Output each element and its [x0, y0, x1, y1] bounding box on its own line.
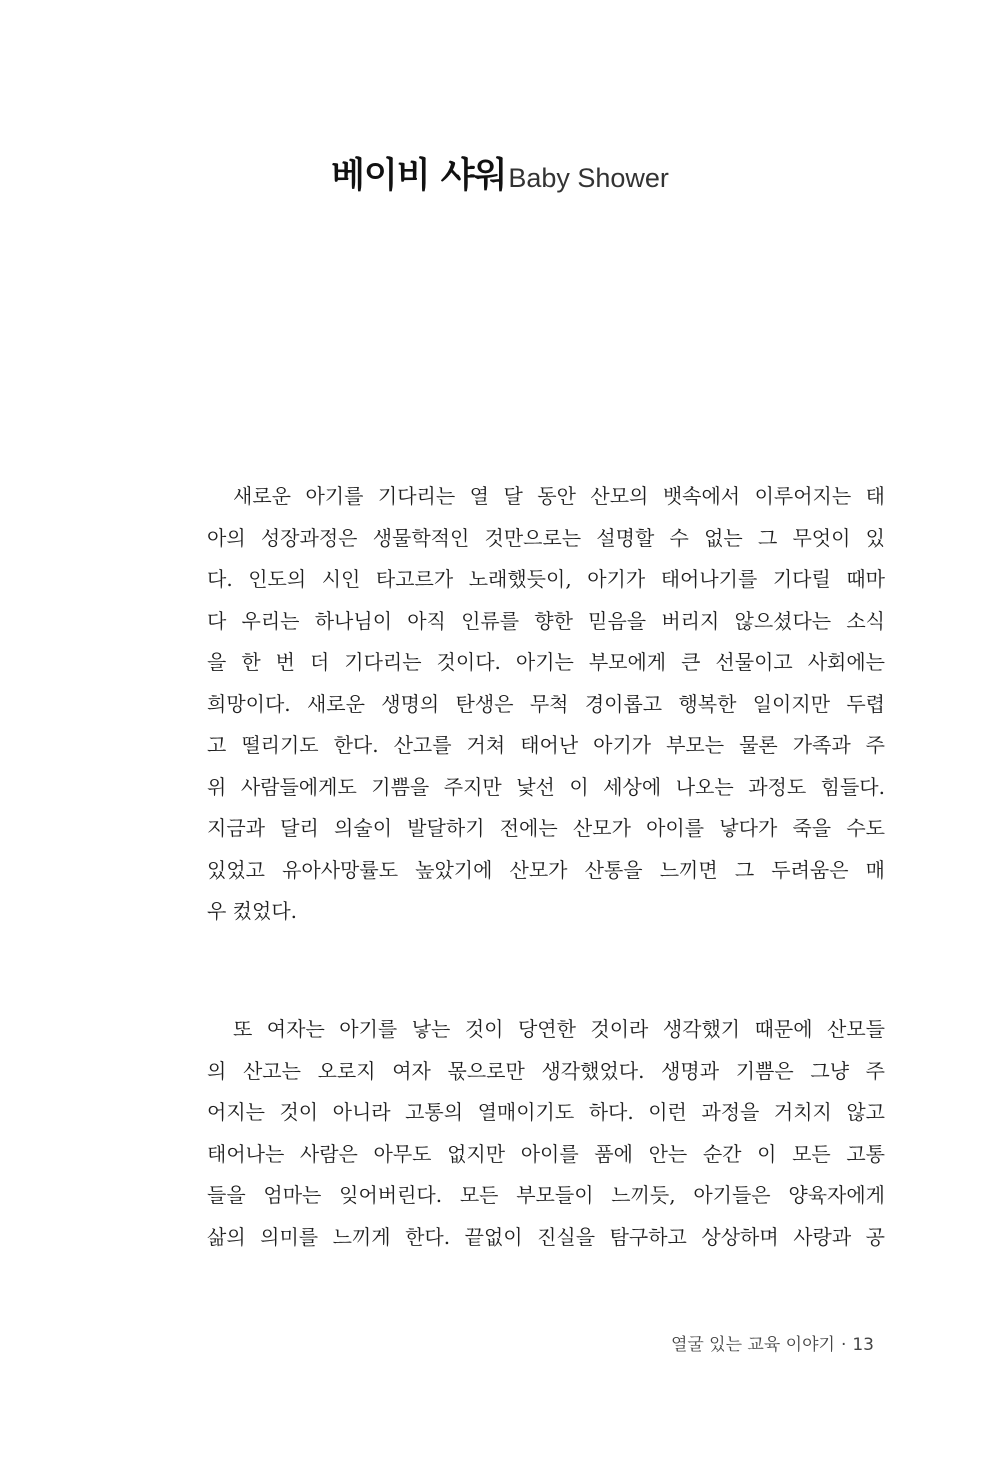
- text-line: 있었고 유아사망률도 높았기에 산모가 산통을 느끼면 그 두려움은 매: [207, 857, 885, 882]
- page-title: [0, 148, 1000, 198]
- text-line: 새로운 아기를 기다리는 열 달 동안 산모의 뱃속에서 이루어지는 태: [233, 484, 885, 508]
- footer-separator: ·: [840, 1335, 847, 1355]
- paragraph-1: [207, 476, 885, 933]
- text-line: 어지는 것이 아니라 고통의 열매이기도 하다. 이런 과정을 거치지 않고: [207, 1100, 885, 1124]
- text-line: 의 산고는 오로지 여자 몫으로만 생각했었다. 생명과 기쁨은 그냥 주: [207, 1058, 885, 1083]
- running-title: 열굴 있는 교육 이야기: [670, 1335, 835, 1355]
- text-line: 을 한 번 더 기다리는 것이다. 아기는 부모에게 큰 선물이고 사회에는: [207, 650, 885, 674]
- text-line: 위 사람들에게도 기쁨을 주지만 낯선 이 세상에 나오는 과정도 힘들다.: [207, 774, 885, 799]
- page-number: 13: [852, 1335, 874, 1355]
- title-english: Baby Shower: [508, 163, 669, 193]
- text-line: 다 우리는 하나님이 아직 인류를 향한 믿음을 버리지 않으셨다는 소식: [207, 608, 885, 633]
- paragraph-2: [207, 1009, 885, 1258]
- text-line: 지금과 달리 의술이 발달하기 전에는 산모가 아이를 낳다가 죽을 수도: [207, 816, 885, 840]
- text-line: 들을 엄마는 잊어버린다. 모든 부모들이 느끼듯, 아기들은 양육자에게: [207, 1183, 885, 1207]
- text-line: 삶의 의미를 느끼게 한다. 끝없이 진실을 탐구하고 상상하며 사랑과 공: [207, 1224, 885, 1249]
- text-line: 고 떨리기도 한다. 산고를 거쳐 태어난 아기가 부모는 물론 가족과 주: [207, 733, 885, 757]
- text-line: 아의 성장과정은 생물학적인 것만으로는 설명할 수 없는 그 무엇이 있: [207, 525, 885, 550]
- text-line: 희망이다. 새로운 생명의 탄생은 무척 경이롭고 행복한 일이지만 두렵: [207, 691, 885, 716]
- text-line: 우 컸었다.: [207, 899, 297, 923]
- page-footer: [671, 1330, 874, 1355]
- text-line: 태어나는 사람은 아무도 없지만 아이를 품에 안는 순간 이 모든 고통: [207, 1141, 885, 1166]
- text-line: 다. 인도의 시인 타고르가 노래했듯이, 아기가 태어나기를 기다릴 때마: [207, 567, 885, 591]
- title-korean: 베이비 샤워: [331, 156, 507, 196]
- text-line: 또 여자는 아기를 낳는 것이 당연한 것이라 생각했기 때문에 산모들: [233, 1017, 885, 1041]
